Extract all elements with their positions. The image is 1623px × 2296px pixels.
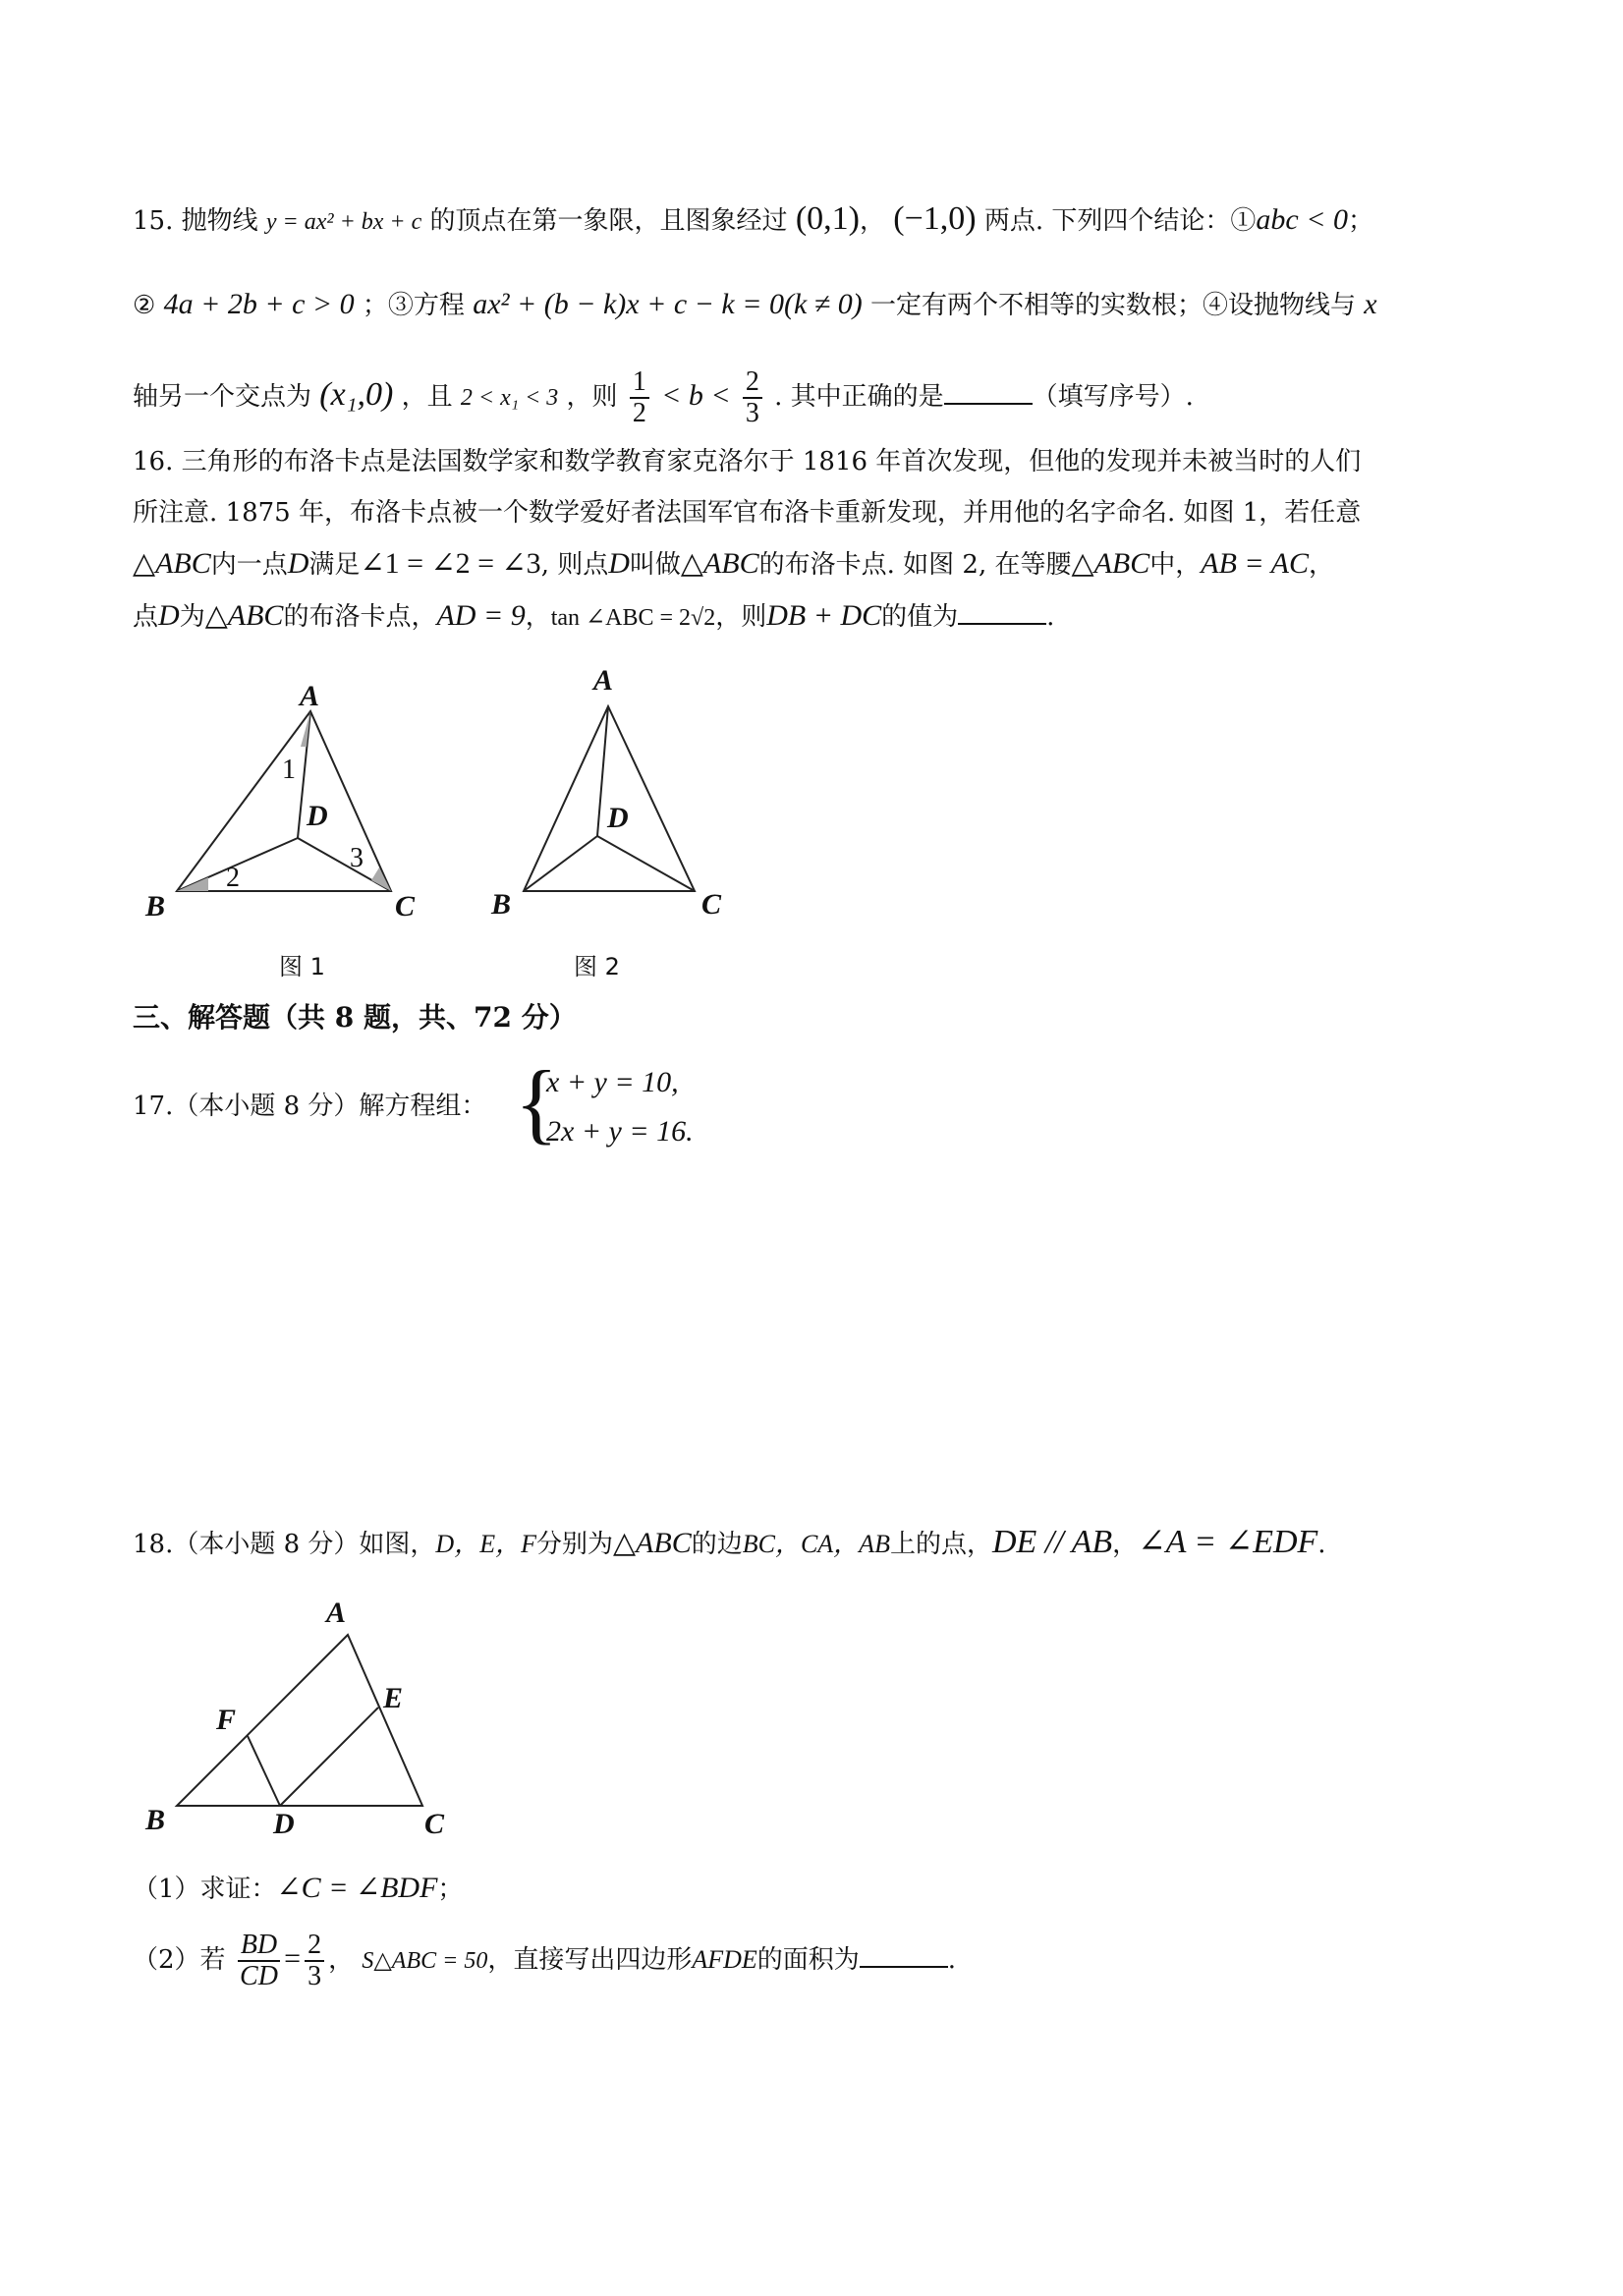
q17-text: 17.（本小题 8 分）解方程组：: [133, 1092, 487, 1121]
q15-b-range: < b <: [661, 379, 731, 412]
fig3-label-D: D: [273, 1808, 295, 1840]
fig3-labels: [144, 1596, 445, 1840]
q15-text-9: （填写序号）.: [1032, 382, 1194, 412]
q16-t10: 的布洛卡点，: [283, 602, 437, 632]
q18-quad: AFDE: [692, 1945, 757, 1974]
q15-frac2-den: 3: [745, 398, 759, 428]
q15-intro: 15. 抛物线: [133, 206, 258, 236]
q15-point-3: (x₁,0): [319, 376, 394, 413]
q18-line-1: [133, 1525, 1326, 1562]
q18-parallel: DE // AB: [991, 1524, 1113, 1560]
q16-triangle-2: △ABC: [680, 547, 759, 580]
q18-sides: BC，CA，AB: [742, 1530, 890, 1558]
q15-text-1: 的顶点在第一象限，且图象经过: [429, 206, 788, 236]
q16-ab-ac: AB = AC: [1201, 547, 1309, 580]
fig3-label-C: C: [424, 1808, 445, 1840]
q16-D-3: D: [158, 599, 180, 632]
fig2-segment-bd: [524, 836, 597, 891]
fig3-label-E: E: [383, 1682, 404, 1714]
fig3-label-F: F: [216, 1704, 237, 1736]
fig1-label-C: C: [395, 890, 416, 923]
q16-t7: ，: [1308, 550, 1334, 580]
q18-t3: 的边: [691, 1530, 743, 1559]
fig2-label-D: D: [607, 802, 629, 834]
q16-t13: 的值为: [881, 602, 959, 632]
fig1-labels: [144, 680, 416, 923]
q16-t14: .: [1046, 602, 1055, 632]
fig1-angle-labels: [226, 755, 364, 893]
q15-frac2-num: 2: [743, 367, 762, 399]
q15-text-8: . 其中正确的是: [774, 382, 944, 412]
q16-t8: 点: [133, 602, 159, 632]
fig2-triangle-abc: [524, 706, 695, 891]
q15-text-6: ，且: [401, 382, 453, 412]
fig2-label-B: B: [491, 888, 512, 921]
fig1-label-D: D: [307, 800, 328, 832]
figure-3: [177, 1635, 422, 1806]
q15-text-7: ，则: [566, 382, 618, 412]
q16-D-1: D: [287, 547, 309, 580]
q15-circle-2: ②: [133, 291, 156, 320]
q18-p2-text-3: 的面积为: [756, 1945, 860, 1975]
q16-triangle-1: △ABC: [133, 547, 211, 580]
q18-t2: 分别为: [535, 1530, 613, 1559]
q16-t11: ，: [525, 602, 551, 632]
q18-comma: ，: [328, 1945, 355, 1975]
q15-text-2: 两点. 下列四个结论：①: [983, 206, 1257, 236]
section-3-title: 三、解答题（共 8 题，共、72 分）: [133, 1001, 577, 1034]
q16-t6: 中，: [1149, 550, 1202, 580]
q18-frac-den: CD: [240, 1961, 278, 1991]
fig3-segment-de: [280, 1708, 378, 1806]
q16-t3: , 则点: [540, 550, 609, 580]
q18-frac-num: BD: [238, 1931, 280, 1962]
q18-angle-eq: ∠A = ∠EDF: [1138, 1524, 1318, 1560]
q16-db-dc: DB + DC: [766, 599, 882, 632]
q18-eq-sign: =: [284, 1942, 302, 1975]
q15-text-5: 轴另一个交点为: [133, 382, 312, 412]
fig2-label-A: A: [593, 664, 614, 697]
q18-fraction-2-3: [305, 1931, 324, 1991]
q15-x-var: x: [1364, 288, 1377, 320]
q15-point-1: (0,1): [795, 200, 860, 237]
fig2-label-C: C: [701, 888, 722, 921]
q18-t5: ，: [1112, 1530, 1139, 1559]
fig2-segment-cd: [597, 836, 695, 891]
q16-t5: 的布洛卡点. 如图 2, 在等腰: [758, 550, 1072, 580]
fig1-angle-3: 3: [350, 843, 364, 873]
q15-text-3: ；③方程: [362, 291, 465, 320]
q18-p2-end: .: [947, 1945, 957, 1975]
q17-equation-2: 2x + y = 16.: [546, 1115, 694, 1148]
q15-range: 2 < x₁ < 3: [460, 385, 559, 411]
q15-semicolon: ；: [1347, 206, 1373, 236]
q18-t1: 18.（本小题 8 分）如图，: [133, 1530, 436, 1559]
q15-comma: ，: [859, 206, 885, 236]
fig2-caption: 图 2: [574, 953, 620, 980]
q16-t12: ，则: [715, 602, 767, 632]
fig3-label-A: A: [326, 1596, 347, 1629]
q18-part-1: [133, 1871, 463, 1907]
fig1-label-A: A: [300, 680, 320, 712]
fig1-angle-1: 1: [282, 755, 296, 785]
q18-p1-eq: ∠C = ∠BDF: [276, 1872, 438, 1904]
q15-text-4: 一定有两个不相等的实数根；④设抛物线与: [870, 291, 1357, 320]
q18-p1-text: （1）求证：: [133, 1875, 277, 1904]
q16-t2: 满足: [308, 550, 361, 580]
q16-ad-value: AD = 9: [436, 599, 526, 632]
q17-equation-1: x + y = 10,: [546, 1066, 679, 1098]
fig3-triangle-abc: [177, 1635, 422, 1806]
q16-line-2: 所注意. 1875 年，布洛卡点被一个数学爱好者法国军官布洛卡重新发现，并用他的名字命名. 如图 1，若任意: [133, 498, 1362, 528]
q18-points: D，E，F: [435, 1530, 536, 1558]
q16-t1: 内一点: [210, 550, 288, 580]
q18-t6: .: [1317, 1530, 1326, 1559]
q18-p2-text: （2）若: [133, 1945, 226, 1975]
fig1-angle-2: 2: [226, 863, 240, 893]
q16-triangle-4: △ABC: [204, 599, 284, 632]
fig1-caption: 图 1: [279, 953, 325, 980]
q18-p2-text-2: ，直接写出四边形: [487, 1945, 693, 1975]
q18-frac2-den: 3: [308, 1961, 322, 1991]
fig3-label-B: B: [145, 1804, 166, 1836]
q18-frac2-num: 2: [305, 1931, 324, 1962]
q16-angles: ∠1 = ∠2 = ∠3: [360, 547, 541, 580]
fig2-labels: [490, 664, 722, 921]
fig3-segment-fd: [248, 1736, 280, 1806]
q16-D-2: D: [608, 547, 630, 580]
q18-fraction-bd-cd: [238, 1931, 280, 1991]
q18-answer-blank: [860, 1940, 948, 1968]
q16-t4: 叫做: [629, 550, 681, 580]
q15-conclusion-3: ax² + (b − k)x + c − k = 0(k ≠ 0): [473, 288, 863, 320]
q18-triangle: △ABC: [612, 1527, 692, 1559]
q15-point-2: (−1,0): [893, 200, 977, 237]
q15-frac1-num: 1: [630, 367, 649, 399]
q16-t9: 为: [179, 602, 205, 632]
q15-conclusion-1: abc < 0: [1256, 203, 1348, 236]
q18-part-2: [133, 1928, 956, 1992]
q17-brace: {: [515, 1052, 559, 1152]
q18-area: S△ABC = 50: [362, 1948, 488, 1974]
q16-tan: tan ∠ABC = 2√2: [550, 605, 716, 631]
q18-t4: 上的点，: [889, 1530, 992, 1559]
figure-2: [524, 706, 695, 891]
q16-triangle-3: △ABC: [1071, 547, 1150, 580]
q15-parabola-eq: y = ax² + bx + c: [265, 209, 422, 235]
q16-line-1: 16. 三角形的布洛卡点是法国数学家和数学教育家克洛尔于 1816 年首次发现，但他的发现并未被当时的人们: [133, 447, 1362, 476]
q15-conclusion-2: 4a + 2b + c > 0: [163, 288, 355, 320]
q15-frac1-den: 2: [632, 398, 646, 428]
q18-p1-end: ；: [437, 1875, 464, 1904]
fig1-label-B: B: [145, 890, 166, 923]
